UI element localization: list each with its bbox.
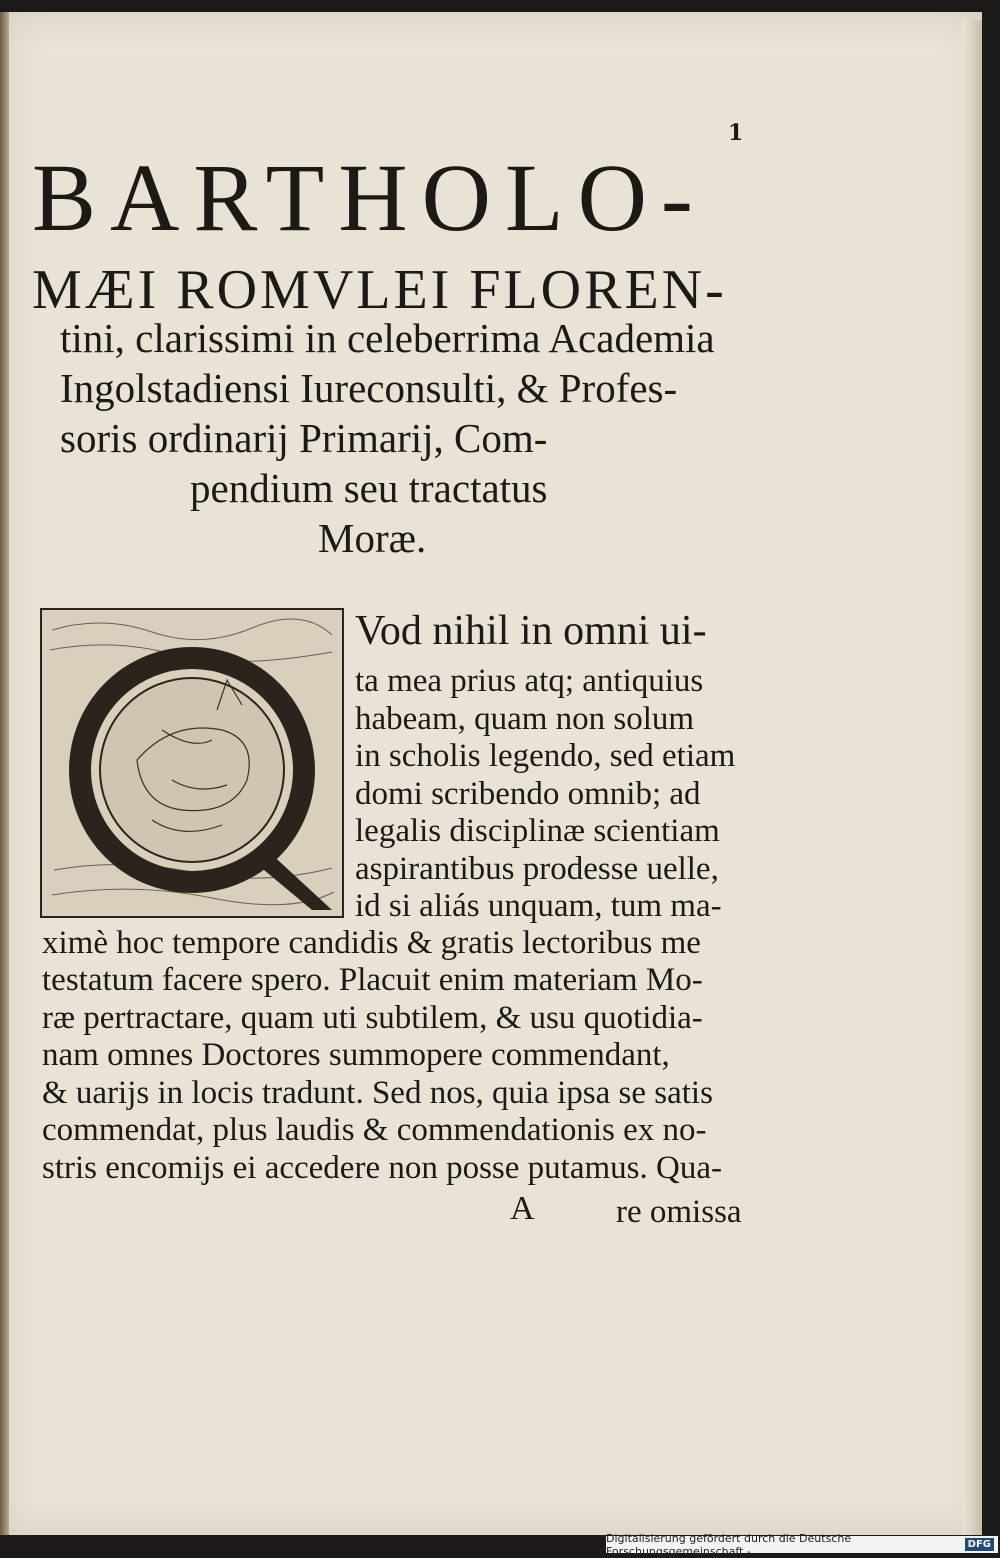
body-line: legalis disciplinæ scientiam: [355, 813, 720, 849]
page-spine: [0, 12, 9, 1535]
title-line-4: Ingolstadiensi Iureconsulti, & Profes-: [60, 365, 678, 411]
signature-mark: A: [510, 1190, 535, 1227]
body-line: aspirantibus prodesse uelle,: [355, 851, 719, 887]
page-number: 1: [728, 120, 744, 146]
body-line: in scholis legendo, sed etiam: [355, 738, 736, 774]
title-line-3: tini, clarissimi in celeberrima Academia: [60, 315, 715, 361]
body-line: testatum facere spero. Placuit enim materiam Mo-: [42, 962, 703, 998]
body-line: ta mea prius atq; antiquius: [355, 663, 704, 699]
dfg-logo-icon: DFG: [965, 1538, 994, 1551]
title-line-1: BARTHOLO-: [32, 144, 707, 251]
title-line-5: soris ordinarij Primarij, Com-: [60, 415, 548, 461]
body-line: ximè hoc tempore candidis & gratis lectoribus me: [42, 925, 701, 961]
woodcut-initial-icon: [40, 608, 344, 918]
title-line-7: Moræ.: [318, 515, 427, 561]
digitization-footer: [606, 1531, 998, 1558]
title-line-6: pendium seu tractatus: [190, 465, 548, 511]
title-line-2: MÆI ROMVLEI FLOREN-: [32, 259, 727, 321]
body-line: nam omnes Doctores summopere commendant,: [42, 1037, 670, 1073]
body-line: id si aliás unquam, tum ma-: [355, 888, 722, 924]
body-line: domi scribendo omnib; ad: [355, 776, 701, 812]
body-line: ræ pertractare, quam uti subtilem, & usu quotidia-: [42, 1000, 703, 1036]
body-line: stris encomijs ei accedere non posse putamus. Qua-: [42, 1150, 722, 1186]
catchword: re omissa: [616, 1194, 742, 1230]
page-edge: [962, 20, 982, 1535]
body-line: & uarijs in locis tradunt. Sed nos, quia ipsa se satis: [42, 1075, 713, 1111]
footer-text: Digitalisierung gefördert durch die Deutsche Forschungsgemeinschaft -: [606, 1531, 852, 1558]
body-line: Vod nihil in omni ui-: [355, 608, 707, 654]
body-line: commendat, plus laudis & commendationis ex no-: [42, 1112, 707, 1148]
body-line: habeam, quam non solum: [355, 701, 695, 737]
